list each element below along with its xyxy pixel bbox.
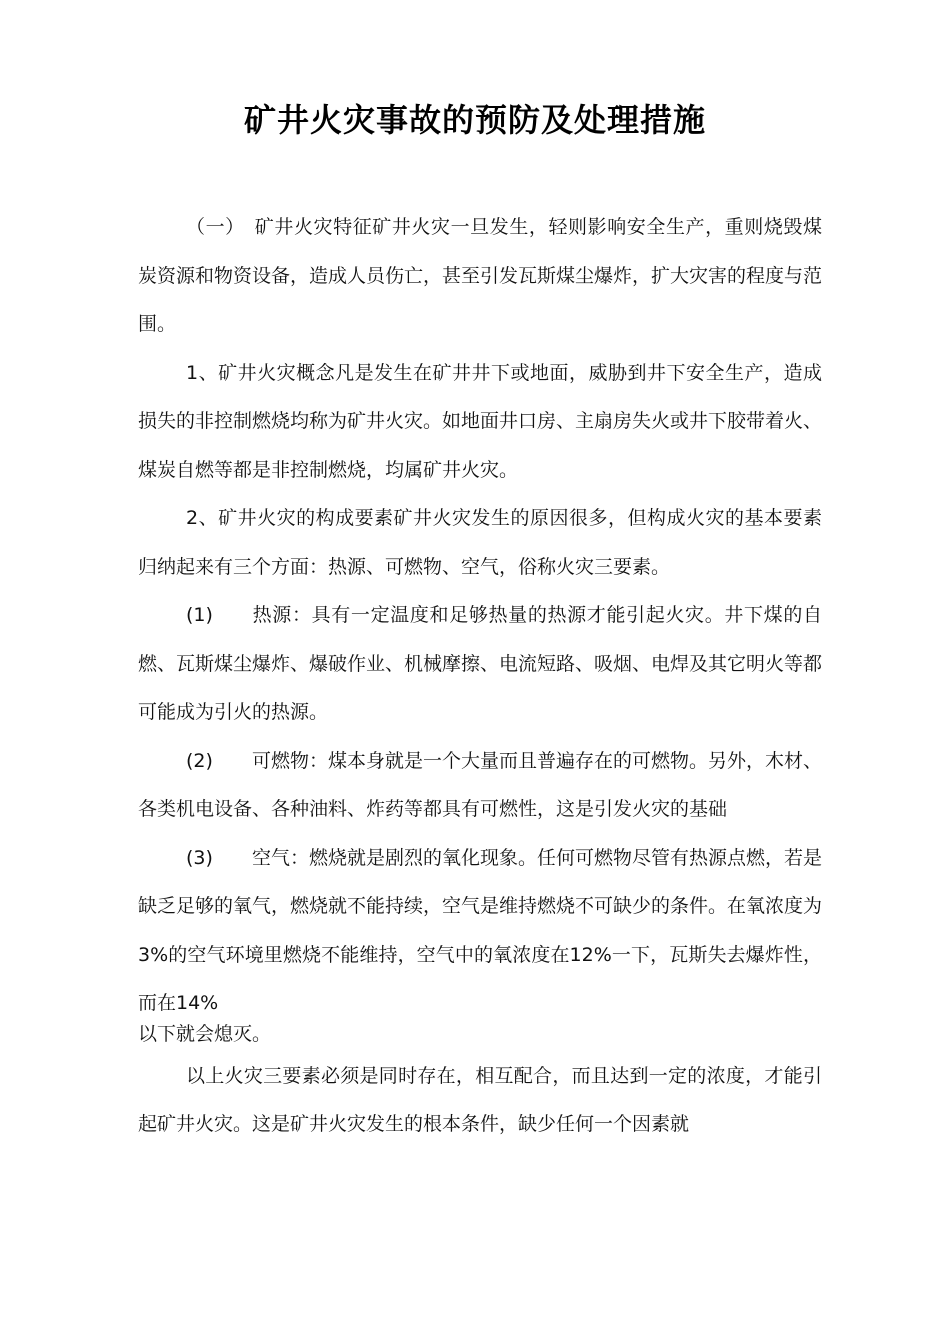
paragraph-elements: 2、矿井火灾的构成要素矿井火灾发生的原因很多，但构成火灾的基本要素归纳起来有三个方面：热源、可燃物、空气，俗称火灾三要素。 — [138, 507, 822, 578]
list-item-number: (1) — [186, 604, 213, 626]
paragraph-intro: （一） 矿井火灾特征矿井火灾一旦发生，轻则影响安全生产，重则烧毁煤炭资源和物资设备，造成人员伤亡，甚至引发瓦斯煤尘爆炸，扩大灾害的程度与范围。 — [138, 216, 823, 335]
list-item-text: 空气：燃烧就是剧烈的氧化现象。任何可燃物尽管有热源点燃，若是缺乏足够的氧气，燃烧就不能持续，空气是维持燃烧不可缺少的条件。在氧浓度为3%的空气环境里燃烧不能维持，空气中的氧浓度在12%一下，瓦斯失去爆炸性，而在14% — [138, 846, 823, 1014]
document-title: 矿井火灾事故的预防及处理措施 — [243, 101, 706, 139]
list-item-combustible — [138, 737, 822, 834]
list-item-heat-source — [138, 591, 822, 737]
list-item-number: (2) — [186, 749, 213, 772]
list-item-text: 可燃物：煤本身就是一个大量而且普遍存在的可燃物。另外，木材、各类机电设备、各种油料、炸药等都具有可燃性，这是引发火灾的基础 — [138, 749, 823, 820]
list-item-text: 热源：具有一定温度和足够热量的热源才能引起火灾。井下煤的自燃、瓦斯煤尘爆炸、爆破作业、机械摩擦、电流短路、吸烟、电焊及其它明火等都可能成为引火的热源。 — [138, 604, 823, 723]
paragraph-conclusion: 以上火灾三要素必须是同时存在，相互配合，而且达到一定的浓度，才能引起矿井火灾。这是矿井火灾发生的根本条件，缺少任何一个因素就 — [138, 1064, 822, 1135]
list-item-air — [138, 834, 822, 1046]
list-item-number: (3) — [186, 846, 213, 869]
list-item-tail-text: 以下就会熄灭。 — [138, 1022, 272, 1045]
paragraph-concept: 1、矿井火灾概念凡是发生在矿井井下或地面，威胁到井下安全生产，造成损失的非控制燃烧均称为矿井火灾。如地面井口房、主扇房失火或井下胶带着火、煤炭自燃等都是非控制燃烧，均属矿井火灾。 — [138, 361, 823, 481]
document-body — [138, 203, 822, 1149]
